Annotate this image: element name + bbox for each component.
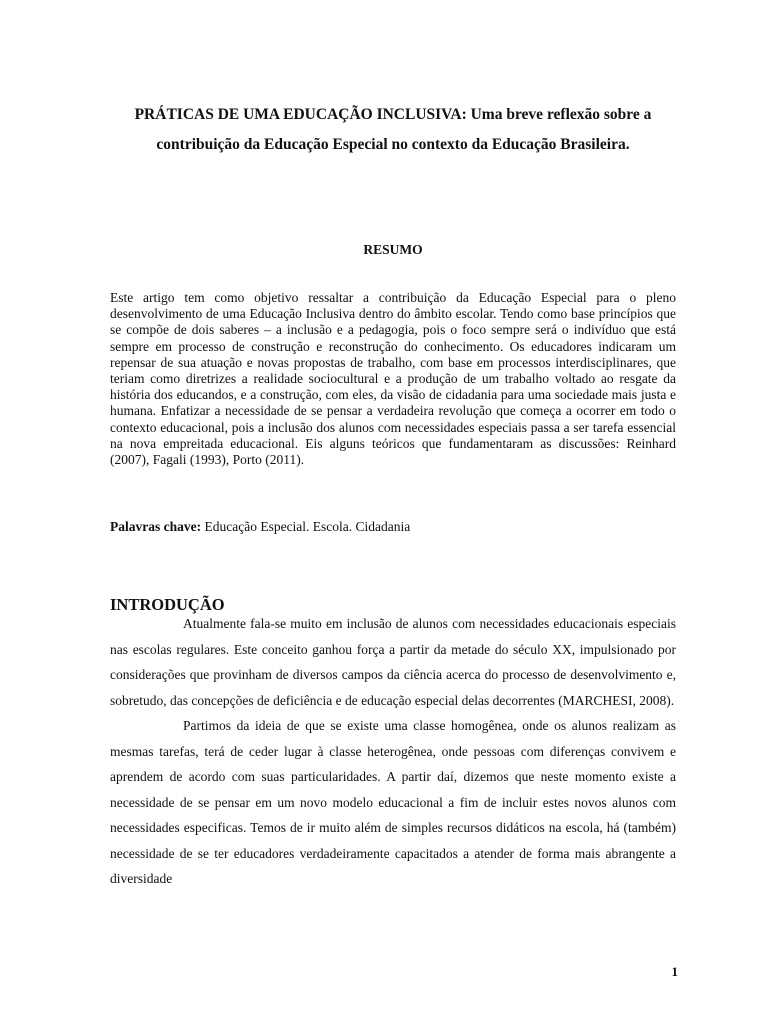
abstract-heading: RESUMO	[363, 242, 423, 257]
keywords	[110, 518, 676, 536]
keywords-value: Educação Especial. Escola. Cidadania	[201, 519, 411, 534]
abstract-text: Este artigo tem como objetivo ressaltar a contribuição da Educação Especial para o pleno desenvolvimento de uma Educação Inclusiva dentro do âmbito escolar. Tendo como base princípios que se compõe de dois saberes – a inclusão e a pedagogia, pois o foco sempre será o indivíduo que está sempre em processo de construção e reconstrução do conhecimento. Os educadores indicaram um repensar de sua atuação e novas propostas de trabalho, com base em processos interdisciplinares, que teriam como diretrizes a realidade sociocultural e a produção de um trabalho voltado ao resgate da história dos educandos, e a construção, com eles, da visão de cidadania para uma sociedade mais justa e humana. Enfatizar a necessidade de se pensar a verdadeira revolução que começa a ocorrer em todo o contexto educacional, pois a inclusão dos alunos com necessidades especiais passa a ser tarefa essencial na nova empreitada educacional. Eis alguns teóricos que fundamentaram as discussões: Reinhard (2007), Fagali (1993), Porto (2011).	[110, 290, 676, 468]
body-paragraph: Atualmente fala-se muito em inclusão de alunos com necessidades educacionais especiais nas escolas regulares. Este conceito ganhou força a partir da metade do século XX, impulsionado por considerações que provinham de diversos campos da ciência acerca do processo de desenvolvimento e, sobretudo, das concepções de deficiência e de educação especial delas decorrentes (MARCHESI, 2008).	[110, 616, 676, 708]
paper-title: PRÁTICAS DE UMA EDUCAÇÃO INCLUSIVA: Uma breve reflexão sobre a contribuição da Educação Especial no contexto da Educação Brasileira.	[134, 106, 652, 153]
introduction-heading: INTRODUÇÃO	[110, 595, 225, 614]
page-number: 1	[671, 964, 678, 979]
body-paragraph: Partimos da ideia de que se existe uma classe homogênea, onde os alunos realizam as mesmas tarefas, terá de ceder lugar à classe heterogênea, onde pessoas com diferenças convivem e aprendem de acordo com suas particularidades. A partir daí, dizemos que neste momento existe a necessidade de se pensar em um novo modelo educacional a fim de incluir estes novos alunos com necessidades especificas. Temos de ir muito além de simples recursos didáticos na escola, há (também) necessidade de se ter educadores verdadeiramente capacitados a atender de forma mais abrangente a diversidade	[110, 718, 676, 886]
introduction-body	[110, 611, 676, 892]
keywords-label: Palavras chave:	[110, 519, 202, 534]
